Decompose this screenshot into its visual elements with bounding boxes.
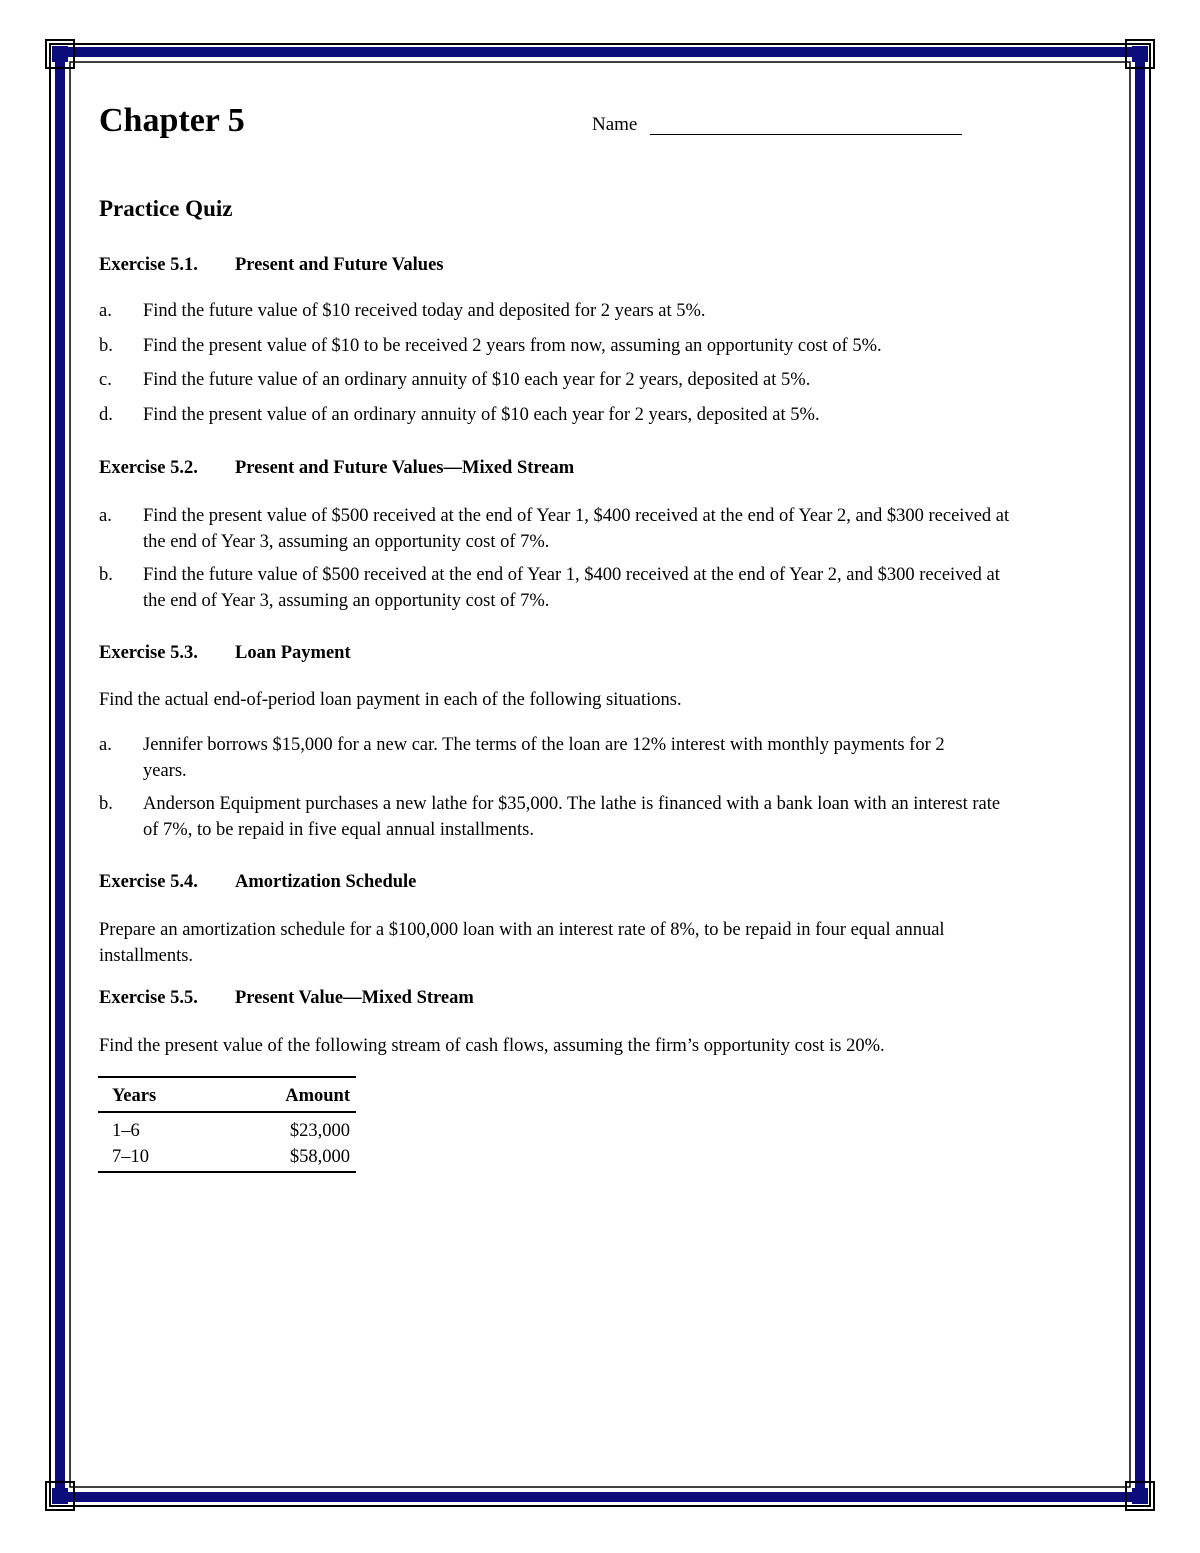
exercise-heading <box>99 988 474 1009</box>
name-label: Name <box>592 114 638 135</box>
list-item <box>99 732 1019 784</box>
table-header-row <box>98 1077 356 1112</box>
exercise-heading <box>99 643 351 664</box>
item-marker: a. <box>99 301 112 321</box>
item-marker: b. <box>99 565 113 585</box>
cell-amount: $23,000 <box>289 1121 350 1141</box>
item-text: Find the future value of an ordinary annuity of $10 each year for 2 years, deposited at 5%. <box>143 370 811 390</box>
exercise-title: Loan Payment <box>235 643 351 663</box>
column-header-amount: Amount <box>214 1077 356 1112</box>
item-text: Find the present value of an ordinary annuity of $10 each year for 2 years, deposited at 5%. <box>143 405 820 425</box>
exercise-number: Exercise 5.5. <box>99 988 198 1008</box>
item-marker: c. <box>99 370 112 390</box>
table-row <box>98 1112 356 1144</box>
name-input-line[interactable] <box>650 134 962 135</box>
exercise-title: Present and Future Values <box>235 255 444 275</box>
cell-amount: $58,000 <box>289 1147 350 1167</box>
exercise-heading <box>99 872 416 893</box>
exercise-intro: Find the present value of the following stream of cash flows, assuming the firm’s opportunity cost is 20%. <box>99 1036 885 1056</box>
item-text: Find the future value of $10 received today and deposited for 2 years at 5%. <box>143 301 706 321</box>
exercise-title: Amortization Schedule <box>235 872 417 892</box>
exercise-heading <box>99 458 574 479</box>
cell-years: 1–6 <box>112 1121 140 1141</box>
item-text: Find the future value of $500 received at the end of Year 1, $400 received at the end of Year 2, and $300 received at the end of Year 3, assuming an opportunity cost of 7%. <box>143 565 1000 611</box>
list-item <box>99 298 1019 324</box>
column-header-years: Years <box>98 1077 214 1112</box>
list-item <box>99 367 1019 393</box>
list-item <box>99 333 1019 359</box>
list-item <box>99 562 1019 614</box>
cell-years: 7–10 <box>112 1147 149 1167</box>
exercise-heading <box>99 255 444 276</box>
exercise-title: Present and Future Values—Mixed Stream <box>235 458 575 478</box>
item-marker: a. <box>99 735 112 755</box>
exercise-number: Exercise 5.1. <box>99 255 198 275</box>
exercise-number: Exercise 5.3. <box>99 643 198 663</box>
item-marker: d. <box>99 405 113 425</box>
list-item <box>99 503 1019 555</box>
item-text: Find the present value of $500 received at the end of Year 1, $400 received at the end of Year 2, and $300 received at the end of Year 3, assuming an opportunity cost of 7%. <box>143 506 1010 552</box>
quiz-title: Practice Quiz <box>99 196 233 221</box>
list-item <box>99 791 1019 843</box>
item-marker: b. <box>99 794 113 814</box>
item-text: Anderson Equipment purchases a new lathe for $35,000. The lathe is financed with a bank loan with an interest rate of 7%, to be repaid in five equal annual installments. <box>143 794 1001 840</box>
cash-flow-table <box>98 1076 356 1173</box>
item-marker: a. <box>99 506 112 526</box>
exercise-title: Present Value—Mixed Stream <box>235 988 474 1008</box>
item-text: Jennifer borrows $15,000 for a new car. The terms of the loan are 12% interest with monthly payments for 2 years. <box>143 735 945 781</box>
exercise-number: Exercise 5.4. <box>99 872 198 892</box>
list-item <box>99 402 1019 428</box>
exercise-intro: Find the actual end-of-period loan payment in each of the following situations. <box>99 690 682 710</box>
item-marker: b. <box>99 336 113 356</box>
item-text: Find the present value of $10 to be received 2 years from now, assuming an opportunity cost of 5%. <box>143 336 882 356</box>
exercise-number: Exercise 5.2. <box>99 458 198 478</box>
exercise-intro: Prepare an amortization schedule for a $100,000 loan with an interest rate of 8%, to be repaid in four equal annual installments. <box>99 920 945 966</box>
table-row <box>98 1144 356 1172</box>
chapter-title: Chapter 5 <box>99 102 245 139</box>
